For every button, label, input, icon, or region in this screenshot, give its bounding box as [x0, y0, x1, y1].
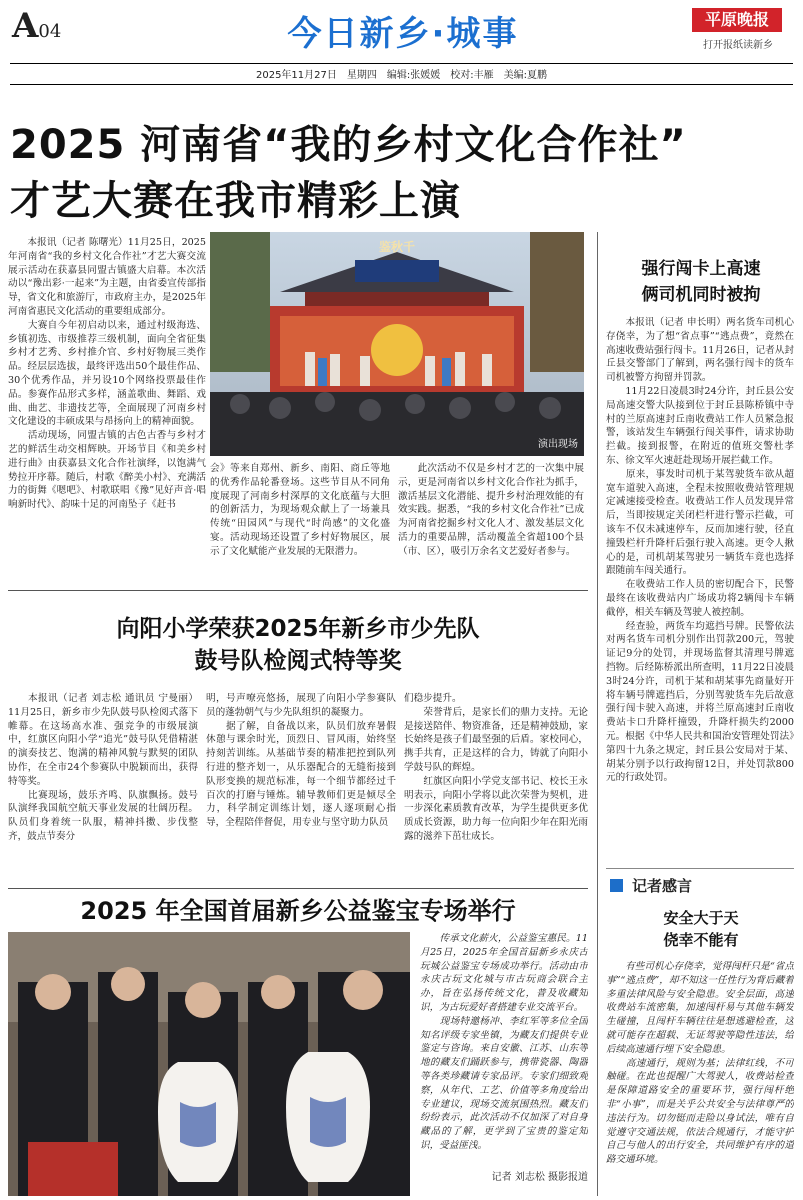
section-title: 今日新乡·城事 [287, 14, 519, 54]
sidebar-headline-line1: 强行闯卡上高速 [641, 259, 761, 279]
sidebar-commentary-rule [606, 868, 794, 869]
lead-headline-line2: 才艺大赛在我市精彩上演 [10, 178, 461, 224]
dateline-rule [10, 84, 793, 85]
jianbao-body: 传承文化薪火，公益鉴宝惠民。11月25日，2025年全国首届新乡永庆古玩城公益鉴宝专场成功举行。活动由市永庆古玩文化城与市古玩商会联合主办，旨在弘扬传统文化，普及收藏知识，为古玩爱好者搭建专业交流平台。 现场特邀杨冲、李红军等多位全国知名评级专家坐镇，为藏友们提供专业鉴定与咨询。来自安徽、江苏、山东等地的藏友们踊跃参与，携带瓷器、陶器等各类珍藏请专家品评。专家们细致观察，从年代、工艺、价值等多角度给出专业建议，现场交流氛围热烈。藏友们纷纷表示，此次活动不仅加深了对自身藏品的了解，更学到了宝贵的鉴定知识，受益匪浅。 [420, 933, 588, 1151]
divider-xiangyang [8, 590, 588, 591]
xiangyang-col3: 们稳步提升。 荣誉背后，是家长们的鼎力支持。无论是接送陪伴、物资准备，还是精神鼓励，家长始终是孩子们最坚强的后盾。家校同心，携手共育，正是这样的合力，铸就了向阳小学鼓号队的辉煌。 红旗区向阳小学党支部书记、校长王永明表示，向阳小学将以此次荣誉为契机，进一步深化素质教育改革，为学生提供更多优质成长资源，助力每一位向阳少年在阳光雨露的滋养下茁壮成长。 [404, 693, 588, 842]
page-letter: A04 [12, 6, 62, 46]
masthead-rule [10, 63, 793, 64]
sidebar-body: 本报讯（记者 申长明）两名货车司机心存侥幸，为了想“省点事”“逃点费”，竟然在高速收费站强行闯卡。11月26日，记者从封丘县交警部门了解到，两名强行闯卡的货车司机被警方拘留并罚款。 11月22日凌晨3时24分许，封丘县公安局高速交警大队接到位于封丘县陈桥镇中寺村的兰原高速封丘南收费站工作人员紧急报警，该站发生车辆强行闯关事件，请求协助拦截。接到报警，在附近的值班交警杜孝东、徐文军火速赶赴现场开展拦截工作。 原来，事发时司机于某驾驶货车欲从超宽车道驶入高速，全程未按照收费站管理规定减速接受检查。收费站工作人员发现异常后，当即按规定关闭栏杆进行警示拦截，可该车不仅未减速停车，反而加速行驶，径直撞毁栏杆升降杆后强行驶入高速。更令人揪心的是，司机胡某驾驶另一辆货车竟也选择跟随前车闯关通行。 在收费站工作人员的密切配合下，民警最终在该收费站内广场成功将2辆闯卡车辆截停，相关车辆及驾驶人被控制。 经查验，两货车均遮挡号牌。民警依法对两名货车司机分别作出罚款200元，驾驶证记9分的处罚，并现场监督其清理号牌遮挡物。后经陈桥派出所查明，11月22日凌晨3时24分许，司机于某和胡某事先商量好开将车辆号牌遮挡后，分别驾驶货车先后故意强行闯卡驶入高速，并将兰原高速封丘南收费站卡口升降杆撞毁，升降杆损失约2000元。根据《中华人民共和国治安管理处罚法》第四十九条之规定，封丘县公安局对于某、胡某分别予以行政拘留12日，并处罚款800元的行政处罚。 [606, 317, 794, 784]
photo-caption: 演出现场 [538, 439, 578, 450]
xiangyang-headline-line1: 向阳小学荣获2025年新乡市少先队 [116, 616, 480, 642]
lead-col2: 会》等来自郑州、新乡、南阳、商丘等地的优秀作品轮番登场。这些节目从不同角度展现了河南乡村深厚的文化底蕴与大胆的创新活力，为现场观众献上了一场兼具传统“田园风”与现代“时尚感”的文化盛宴。活动现场还设置了乡村好物展区，展示了文化赋能产业发展的无限潜力。 [210, 463, 390, 557]
jianbao-photo [8, 932, 410, 1196]
photo-sign: 鉴秋千 [378, 240, 415, 254]
jianbao-headline: 2025 年全国首届新乡公益鉴宝专场举行 [80, 897, 516, 925]
divider-jianbao [8, 888, 588, 889]
sidebar-headline-line2: 俩司机同时被拘 [641, 285, 761, 305]
appraisal-photo-image [8, 932, 410, 1196]
lead-photo [210, 232, 584, 456]
masthead [0, 0, 803, 85]
dateline: 2025年11月27日 星期四 编辑:张媛媛 校对:丰雁 美编:夏鹏 [255, 70, 547, 81]
commentary-title-line1: 安全大于天 [663, 909, 739, 927]
commentary-square-icon [610, 879, 623, 892]
xiangyang-col2: 明，号声嘹亮悠扬，展现了向阳小学参赛队员的蓬勃朝气与少先队组织的凝聚力。 据了解，自备战以来，队员们放弃暑假休憩与课余时光，顶烈日、冒风雨，始终坚持刻苦训练。从基础节奏的精准把控到队列行进的整齐划一，从乐器配合的无缝衔接到队形变换的规范标准，每一个细节都经过千百次的打磨与锤炼。辅导教师们更是倾尽全力，科学制定训练计划，逐人逐项耐心指导，全程陪伴督促，用专业与坚守助力队员 [206, 693, 396, 829]
xiangyang-col1: 本报讯（记者 刘志松 通讯员 宁曼丽）11月25日，新乡市少先队鼓号队检阅式落下帷幕。在这场高水准、强竞争的市级展演中，红旗区向阳小学“追光”鼓号队凭借精湛的演奏技艺、饱满的精神风貌与默契的团队协作，在全市24个参赛队中脱颖而出，获得特等奖。 比赛现场，鼓乐齐鸣、队旗飘扬。鼓号队演绎我国航空航天事业发展的壮阔历程。队员们身着统一队服，精神抖擞、步伐整齐，鼓点节奏分 [8, 693, 198, 842]
commentary-body: 有些司机心存侥幸，觉得闯杆只是“省点事”“逃点费”，却不知这一任性行为背后藏着多重法律风险与安全隐患。安全层面，高速收费站车流密集，加速闯杆易与其他车辆发生碰撞，且闯杆车辆往往是想逃避检查，这就可能存在超载、无证驾驶等隐性违法，给后续高速通行埋下安全隐患。 高速通行，规则为基；法律红线，不可触碰。在此也提醒广大驾驶人，收费站检查是保障道路安全的重要环节，强行闯杆绝非“小事”，而是关乎公共安全与法律尊严的违法行为。切勿铤而走险以身试法，唯有自觉遵守交通法规，依法合规通行，才能守护自己与他人的出行安全，共同维护有序的道路交通环境。 [606, 961, 794, 1166]
jianbao-byline: 记者 刘志松 摄影报道 [491, 1172, 588, 1183]
xiangyang-headline-line2: 鼓号队检阅式特等奖 [194, 648, 402, 674]
commentary-title-line2: 侥幸不能有 [663, 931, 739, 949]
stage-photo-image [210, 232, 584, 456]
lead-col3: 此次活动不仅是乡村才艺的一次集中展示，更是河南省以乡村文化合作社为抓手，激活基层文化潜能、提升乡村治理效能的有效实践。据悉，“我的乡村文化合作社”已成为河南省挖掘乡村文化人才、激发基层文化活力的重要品牌，活动覆盖全省超100个县（市、区），吸引万余名文艺爱好者参与。 [398, 463, 584, 557]
sidebar-vertical-rule [597, 232, 598, 1196]
lead-headline-line1: 2025 河南省“我的乡村文化合作社” [10, 122, 687, 168]
lead-col1: 本报讯（记者 陈曙光）11月25日，2025年河南省“我的乡村文化合作社”才艺大赛交流展示活动在获嘉县同盟古镇盛大启幕。本次活动以“豫出彩·一起来”为主题，由省委宣传部指导，省文化和旅游厅，市政府主办，是2025年河南省惠民文化活动的重要组成部分。 大赛自今年初启动以来，通过村级海选、乡镇初选、市级推荐三级机制，面向全省征集乡村才艺秀、乡村推介官、乡村好物展三类作品。经层层选拔，最终评选出50个最佳作品、30个优秀作品，并另设10个网络投票最佳作品。参赛作品形式多样，涵盖歌曲、舞蹈、戏曲、曲艺、非遗技艺等，全面展现了河南乡村文化建设的丰硕成果与昂扬向上的精神面貌。 活动现场，同盟古镇的古色古香与乡村才艺的鲜活生动交相辉映。开场节目《和美乡村进行曲》由获嘉县文化合作社演绎，以饱满气势拉开序幕。随后，村歌《醉美小村》、充满活力的街舞《嗯吧》、村歌联唱《豫”见好声音·唱响新时代》、韵味十足的河南坠子《赶书 [8, 237, 206, 511]
brand-logo: 平原晚报 [692, 8, 782, 32]
brand-slogan: 打开报纸读新乡 [703, 40, 773, 51]
commentary-label: 记者感言 [632, 877, 693, 895]
